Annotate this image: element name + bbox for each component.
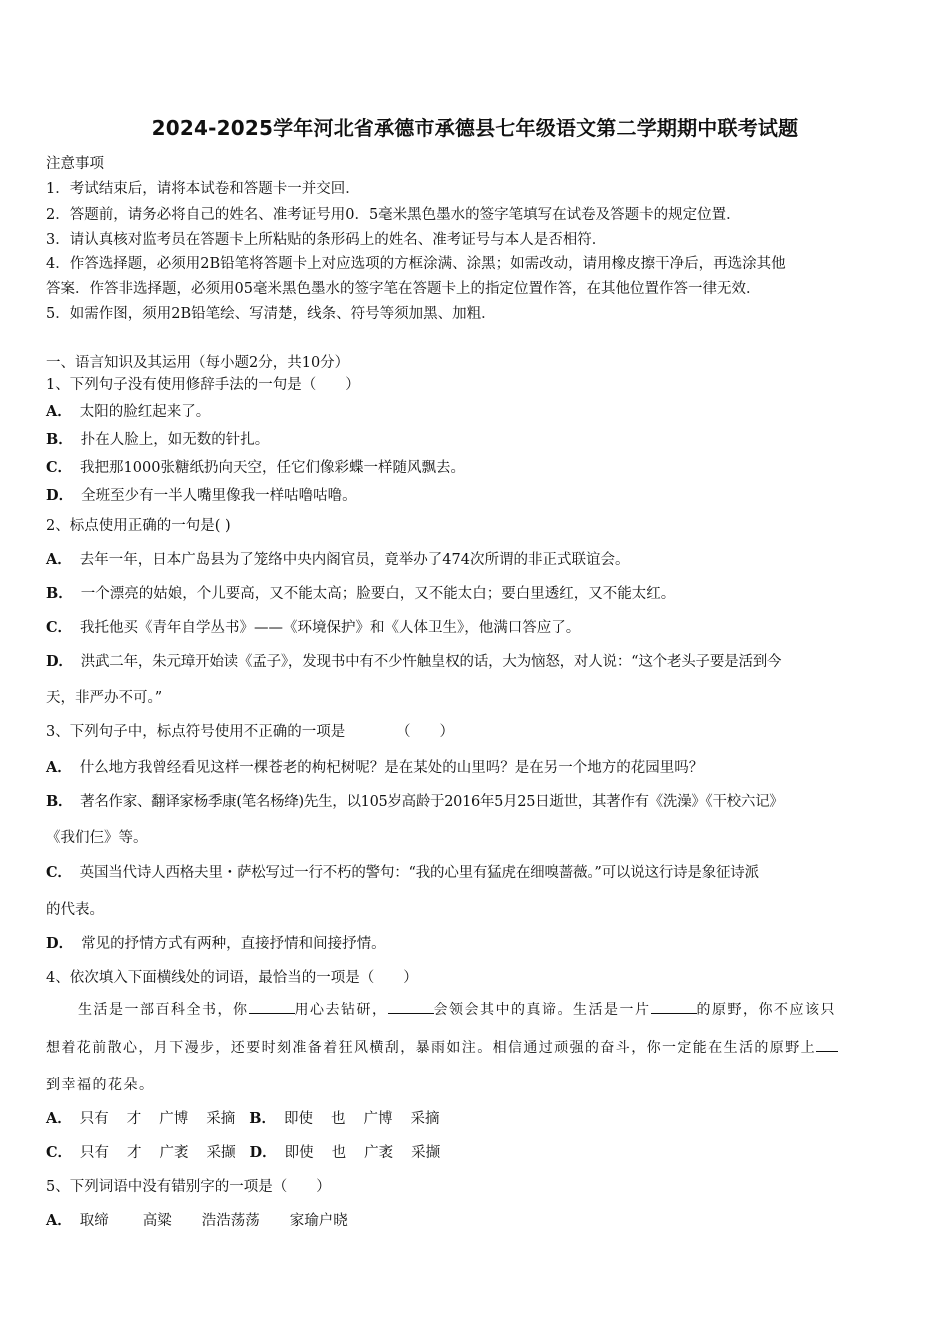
option-a bbox=[46, 400, 210, 421]
question-stem: 1、下列句子没有使用修辞手法的一句是（ ） bbox=[46, 377, 360, 393]
option-d bbox=[46, 932, 386, 953]
passage-text: 生活是一部百科全书，你 bbox=[78, 1002, 249, 1018]
option-text: 什么地方我曾经看见这样一棵苍老的枸杞树呢？是在某处的山里吗？是在另一个地方的花园里吗？ bbox=[79, 760, 704, 776]
choice-word: 高粱 bbox=[142, 1213, 172, 1229]
option-letter: C． bbox=[46, 864, 72, 881]
option-letter: B． bbox=[46, 793, 73, 810]
notice-heading: 注意事项 bbox=[46, 156, 104, 172]
passage-text: 到幸福的花朵。 bbox=[46, 1077, 155, 1093]
option-letter: B． bbox=[46, 585, 73, 602]
question-stem: 2、标点使用正确的一句是( ) bbox=[46, 518, 231, 534]
choice-word: 也 bbox=[331, 1111, 346, 1127]
option-c bbox=[46, 456, 465, 477]
option-text: 太阳的脸红起来了。 bbox=[79, 404, 211, 420]
option-letter: A． bbox=[46, 403, 72, 420]
choice-word: 即使 bbox=[284, 1145, 314, 1161]
choice-word: 广袤 bbox=[364, 1145, 394, 1161]
choice-word: 只有 bbox=[79, 1111, 109, 1127]
choice-word: 才 bbox=[127, 1145, 142, 1161]
option-text: 扑在人脸上，如无数的针扎。 bbox=[80, 432, 270, 448]
option-letter: C． bbox=[46, 619, 73, 636]
choice-word: 采摘 bbox=[206, 1111, 236, 1127]
option-b bbox=[46, 790, 783, 811]
choice-word: 采撷 bbox=[411, 1145, 441, 1161]
notice-item: 5．如需作图，须用2B铅笔绘、写清楚，线条、符号等须加黑、加粗． bbox=[46, 306, 496, 322]
notice-item: 1．考试结束后，请将本试卷和答题卡一并交回． bbox=[46, 181, 360, 197]
option-c bbox=[46, 616, 580, 637]
fill-blank bbox=[816, 1039, 838, 1052]
option-letter: A． bbox=[46, 1212, 72, 1229]
passage-text: 会领会其中的真谛。生活是一片 bbox=[433, 1002, 651, 1018]
choice-word: 广博 bbox=[363, 1111, 393, 1127]
option-letter: C． bbox=[46, 459, 73, 476]
option-d bbox=[46, 650, 781, 671]
option-text-continued: 的代表。 bbox=[46, 902, 104, 918]
notice-item: 4．作答选择题，必须用2B铅笔将答题卡上对应选项的方框涂满、涂黑；如需改动，请用橡皮擦干净后，再选涂其他 bbox=[46, 256, 786, 272]
choice-row bbox=[46, 1141, 440, 1162]
choice-row bbox=[46, 1107, 440, 1128]
choice-word: 只有 bbox=[80, 1145, 110, 1161]
option-text: 著名作家、翻译家杨季康(笔名杨绛)先生，以105岁高龄于2016年5月25日逝世，其著作有《洗澡》《干校六记》 bbox=[80, 794, 784, 810]
option-text: 英国当代诗人西格夫里・萨松写过一行不朽的警句：“我的心里有猛虎在细嗅蔷薇。”可以说这行诗是象征诗派 bbox=[79, 865, 759, 881]
choice-word: 广袤 bbox=[159, 1145, 189, 1161]
option-text: 去年一年，日本广岛县为了笼络中央内阁官员，竟举办了474次所谓的非正式联谊会。 bbox=[79, 552, 630, 568]
option-letter: B． bbox=[46, 431, 73, 448]
option-letter: A． bbox=[46, 759, 72, 776]
question-stem: 5、下列词语中没有错别字的一项是（ ） bbox=[46, 1179, 331, 1195]
choice-row bbox=[46, 1209, 348, 1230]
section-heading: 一、语言知识及其运用（每小题2分，共10分） bbox=[46, 355, 350, 371]
passage-text: 想着花前散心，月下漫步，还要时刻准备着狂风横刮，暴雨如注。相信通过顽强的奋斗，你一定能在生活的原野上 bbox=[46, 1040, 816, 1056]
option-letter: D． bbox=[46, 653, 73, 670]
option-a bbox=[46, 548, 629, 569]
notice-item: 答案．作答非选择题，必须用05毫米黑色墨水的签字笔在答题卡上的指定位置作答，在其他位置作答一律无效． bbox=[46, 281, 761, 297]
passage-line bbox=[46, 1037, 838, 1057]
option-text: 一个漂亮的姑娘，个儿要高，又不能太高；脸要白，又不能太白；要白里透红，又不能太红。 bbox=[80, 586, 676, 602]
notice-item: 2．答题前，请务必将自己的姓名、准考证号用0．5毫米黑色墨水的签字笔填写在试卷及答题卡的规定位置． bbox=[46, 207, 741, 223]
choice-word: 也 bbox=[331, 1145, 347, 1161]
passage-text: 用心去钻研， bbox=[294, 1002, 388, 1018]
choice-word: 即使 bbox=[284, 1111, 314, 1127]
option-text: 我把那1000张糖纸扔向天空，任它们像彩蝶一样随风飘去。 bbox=[80, 460, 465, 476]
choice-word: 取缔 bbox=[79, 1213, 109, 1229]
option-letter: D． bbox=[46, 935, 74, 952]
option-letter: A． bbox=[46, 1110, 72, 1127]
option-text: 常见的抒情方式有两种，直接抒情和间接抒情。 bbox=[81, 936, 386, 952]
fill-blank bbox=[651, 1001, 697, 1014]
notice-item: 3．请认真核对监考员在答题卡上所粘贴的条形码上的姓名、准考证号与本人是否相符． bbox=[46, 232, 607, 248]
option-text: 洪武二年，朱元璋开始读《孟子》，发现书中有不少忤触皇权的话，大为恼怒，对人说：“这个老头子要是活到今 bbox=[80, 654, 782, 670]
passage-text: 的原野，你不应该只 bbox=[696, 1002, 836, 1018]
option-a bbox=[46, 756, 703, 777]
fill-blank bbox=[388, 1001, 434, 1014]
option-b bbox=[46, 582, 675, 603]
choice-word: 家瑜户晓 bbox=[289, 1213, 348, 1229]
option-text-continued: 天，非严办不可。” bbox=[46, 690, 163, 706]
fill-blank bbox=[249, 1001, 295, 1014]
choice-word: 才 bbox=[126, 1111, 142, 1127]
page-title: 2024-2025学年河北省承德市承德县七年级语文第二学期期中联考试题 bbox=[151, 116, 799, 140]
question-stem: 4、依次填入下面横线处的词语，最恰当的一项是（ ） bbox=[46, 970, 418, 986]
choice-word: 采摘 bbox=[410, 1111, 440, 1127]
choice-word: 广博 bbox=[159, 1111, 189, 1127]
option-letter: D． bbox=[249, 1144, 277, 1161]
question-stem: 3、下列句子中，标点符号使用不正确的一项是 （ ） bbox=[46, 724, 454, 740]
option-letter: B． bbox=[249, 1110, 277, 1127]
option-b bbox=[46, 428, 269, 449]
option-d bbox=[46, 484, 357, 505]
option-text-continued: 《我们仨》等。 bbox=[46, 830, 148, 846]
option-text: 我托他买《青年自学丛书》——《环境保护》和《人体卫生》，他满口答应了。 bbox=[80, 620, 581, 636]
option-text: 全班至少有一半人嘴里像我一样咕噜咕噜。 bbox=[81, 488, 357, 504]
option-letter: C． bbox=[46, 1144, 73, 1161]
choice-word: 采撷 bbox=[206, 1145, 236, 1161]
option-letter: A． bbox=[46, 551, 72, 568]
option-c bbox=[46, 861, 759, 882]
choice-word: 浩浩荡荡 bbox=[201, 1213, 260, 1229]
passage-line bbox=[78, 999, 836, 1019]
option-letter: D． bbox=[46, 487, 74, 504]
